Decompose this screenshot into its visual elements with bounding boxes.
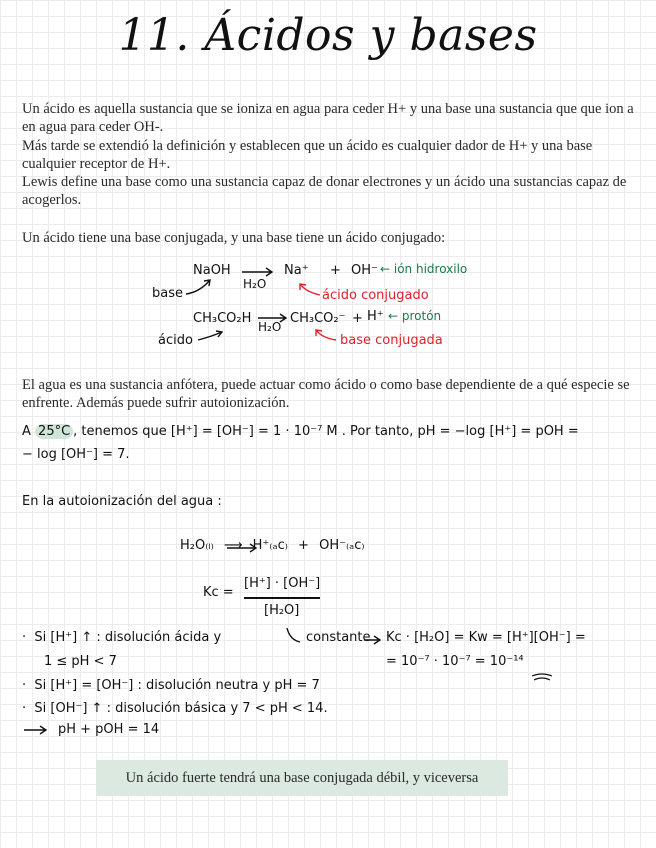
intro-paragraphs [22,100,637,210]
reaction1-solvent: H₂O [243,277,267,291]
highlight-box-text: Un ácido fuerte tendrá una base conjugada débil, y viceversa [125,769,479,786]
reaction2-plus: + [352,311,363,326]
reaction2-acid-label: ácido [158,333,193,348]
reaction1-plus: + [330,263,341,278]
double-underline-icon [532,674,552,680]
temp-highlight: 25°C [35,424,73,439]
reaction1-ion-label: ← ión hidroxilo [380,262,468,276]
reaction1-product2: OH⁻ [351,263,378,278]
acid-pointer-icon [198,331,222,340]
bullet-basic-text: Si [OH⁻] ↑ : disolución básica y 7 < pH < 14. [34,701,328,716]
bullet-neutral-text: Si [H⁺] = [OH⁻] : disolución neutra y pH = 7 [34,678,320,693]
ph-sum: pH + pOH = 14 [58,722,160,737]
ph-arrow-icon [24,726,46,734]
kc-numerator: [H⁺] · [OH⁻] [244,576,321,591]
page-title: 11. Ácidos y bases [118,10,538,61]
conj-base-pointer-icon [316,330,336,340]
reaction1-product1: Na⁺ [284,263,309,278]
reaction1-arrow-icon [242,268,272,276]
kc-fraction-line [244,597,320,599]
autoion-heading: En la autoionización del agua : [22,494,222,509]
reaction2-conj-base-label: base conjugada [340,333,443,348]
water-paragraph: El agua es una sustancia anfótera, puede actuar como ácido o como base dependiente de a qué especie se enfrente. Además puede sufrir autoionización. [22,377,630,412]
highlight-box [96,760,508,796]
bullet-acid: · Si [H⁺] ↑ : disolución ácida y [22,630,222,645]
constant-curve-icon [287,628,300,642]
temp-prefix: A [22,424,31,439]
temp-line-2: − log [OH⁻] = 7. [22,447,130,462]
reaction2-reactant: CH₃CO₂H [193,311,252,326]
bullet-acid-range: 1 ≤ pH < 7 [44,654,117,669]
reaction2-product1: CH₃CO₂⁻ [290,311,346,326]
reaction1-base-label: base [152,286,183,301]
bullet-basic: · Si [OH⁻] ↑ : disolución básica y 7 < pH < 14. [22,701,328,716]
temp-line [22,424,579,439]
intro-line-1: Un ácido es aquella sustancia que se ioniza en agua para ceder H+ y una base una sustancia que que ion a en agua para ceder OH-. [22,101,634,136]
conj-acid-pointer-icon [300,284,320,295]
reaction2-product2: H⁺ [367,309,384,324]
reaction2-proton-label: ← protón [388,309,442,323]
intro-line-2: Más tarde se extendió la definición y establecen que un ácido es cualquier dador de H+ y una base cualquier receptor de H+. [22,137,593,172]
conjugate-intro: Un ácido tiene una base conjugada, y una base tiene un ácido conjugado: [22,230,446,246]
reaction1-conj-acid-label: ácido conjugado [322,288,429,303]
kw-line-2: = 10⁻⁷ · 10⁻⁷ = 10⁻¹⁴ [386,654,524,669]
kw-line-1: Kc · [H₂O] = Kw = [H⁺][OH⁻] = [386,630,586,645]
bullet-acid-text: Si [H⁺] ↑ : disolución ácida y [34,630,222,645]
base-pointer-icon [186,280,210,294]
autoion-equation: H₂O₍ₗ₎ ⟶ H⁺₍ₐc₎ + OH⁻₍ₐc₎ [180,538,365,553]
reaction2-solvent: H₂O [258,320,282,334]
bullet-neutral: · Si [H⁺] = [OH⁻] : disolución neutra y pH = 7 [22,678,320,693]
reaction1-reactant: NaOH [193,263,231,278]
intro-line-3: Lewis define una base como una sustancia capaz de donar electrones y un ácido una sustancias capaz de acogerlos. [22,174,627,209]
kc-lhs: Kc = [203,585,234,600]
kc-denominator: [H₂O] [264,603,300,618]
temp-rest: , tenemos que [H⁺] = [OH⁻] = 1 · 10⁻⁷ M . Por tanto, pH = −log [H⁺] = pOH = [73,424,579,439]
constant-label: constante [306,630,371,645]
